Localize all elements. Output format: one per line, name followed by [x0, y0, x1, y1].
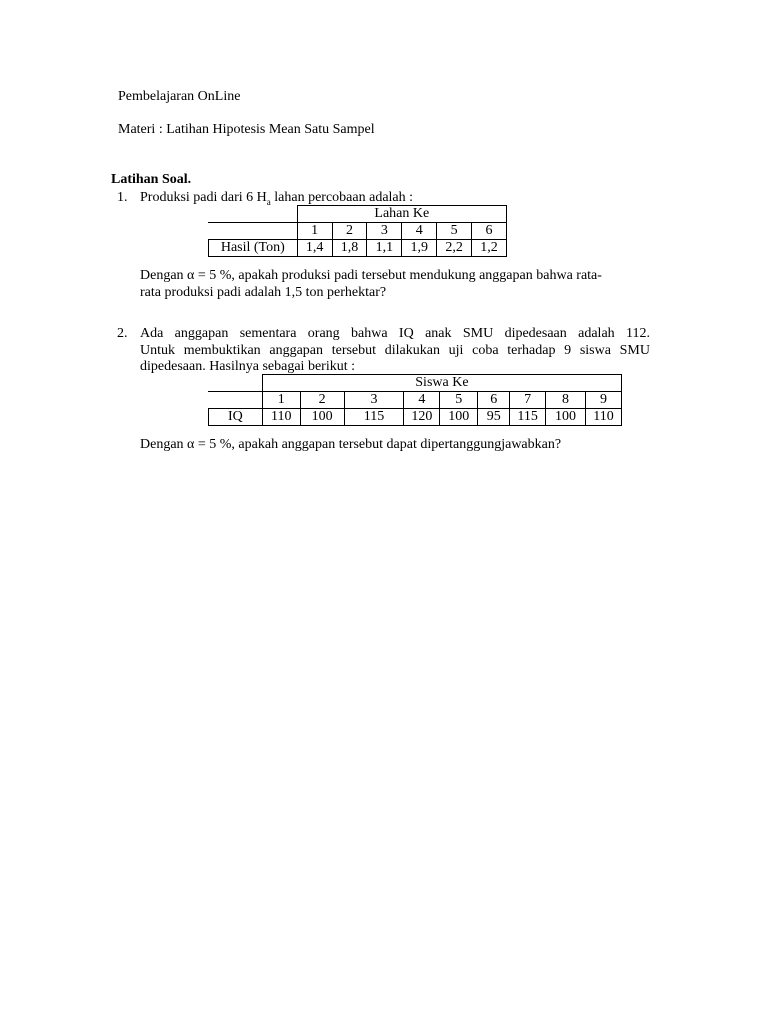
q1-col-header: 6 [472, 223, 507, 240]
q2-value-cell: 100 [440, 409, 478, 426]
q1-table-corner-2 [209, 223, 298, 240]
q2-table [208, 374, 622, 426]
q1-col-header: 2 [332, 223, 367, 240]
q1-col-header: 4 [402, 223, 437, 240]
q2-value-cell: 100 [300, 409, 344, 426]
q1-table [208, 205, 507, 257]
q1-value-cell: 1,4 [297, 240, 332, 257]
q2-table-corner [209, 375, 263, 392]
q1-intro-post: lahan percobaan adalah : [270, 190, 414, 205]
q2-value-cell: 115 [510, 409, 546, 426]
q2-question: Dengan α = 5 %, apakah anggapan tersebut dapat dipertanggungjawabkan? [140, 437, 562, 452]
q1-value-cell: 1,8 [332, 240, 367, 257]
q2-col-header: 6 [478, 392, 510, 409]
q2-value-cell: 95 [478, 409, 510, 426]
q2-col-header: 7 [510, 392, 546, 409]
q2-intro-line2: Untuk membuktikan anggapan tersebut dilakukan uji coba terhadap 9 siswa SMU [140, 343, 650, 358]
q1-intro-sub: a [266, 196, 271, 207]
q1-row-label: Hasil (Ton) [209, 240, 298, 257]
q1-question-line1: Dengan α = 5 %, apakah produksi padi tersebut mendukung anggapan bahwa rata- [140, 268, 602, 283]
q2-number: 2. [117, 326, 128, 341]
q1-number: 1. [117, 190, 128, 205]
q2-table-corner-2 [209, 392, 263, 409]
q1-intro [140, 190, 413, 206]
q2-col-header: 3 [344, 392, 404, 409]
q2-intro-line3: dipedesaan. Hasilnya sebagai berikut : [140, 359, 355, 374]
q2-col-header: 9 [586, 392, 622, 409]
q2-value-cell: 115 [344, 409, 404, 426]
materi-line: Materi : Latihan Hipotesis Mean Satu Sampel [118, 122, 375, 137]
course-title: Pembelajaran OnLine [118, 89, 241, 104]
q1-group-header: Lahan Ke [297, 206, 506, 223]
q2-intro-line1: Ada anggapan sementara orang bahwa IQ anak SMU dipedesaan adalah 112. [140, 326, 650, 341]
q2-value-cell: 110 [262, 409, 300, 426]
q2-value-cell: 100 [546, 409, 586, 426]
q1-col-header: 3 [367, 223, 402, 240]
q2-col-header: 1 [262, 392, 300, 409]
q2-col-header: 4 [404, 392, 440, 409]
q1-value-cell: 1,9 [402, 240, 437, 257]
q1-value-cell: 2,2 [437, 240, 472, 257]
q2-col-header: 2 [300, 392, 344, 409]
q2-group-header: Siswa Ke [262, 375, 621, 392]
section-title: Latihan Soal. [111, 172, 192, 187]
q2-col-header: 5 [440, 392, 478, 409]
q1-value-cell: 1,1 [367, 240, 402, 257]
q1-col-header: 1 [297, 223, 332, 240]
q1-table-corner [209, 206, 298, 223]
q1-intro-pre: Produksi padi dari 6 H [140, 190, 267, 205]
q1-value-cell: 1,2 [472, 240, 507, 257]
q2-row-label: IQ [209, 409, 263, 426]
q1-col-header: 5 [437, 223, 472, 240]
q2-col-header: 8 [546, 392, 586, 409]
q2-value-cell: 120 [404, 409, 440, 426]
q1-question-line2: rata produksi padi adalah 1,5 ton perhektar? [140, 285, 387, 300]
q2-value-cell: 110 [586, 409, 622, 426]
